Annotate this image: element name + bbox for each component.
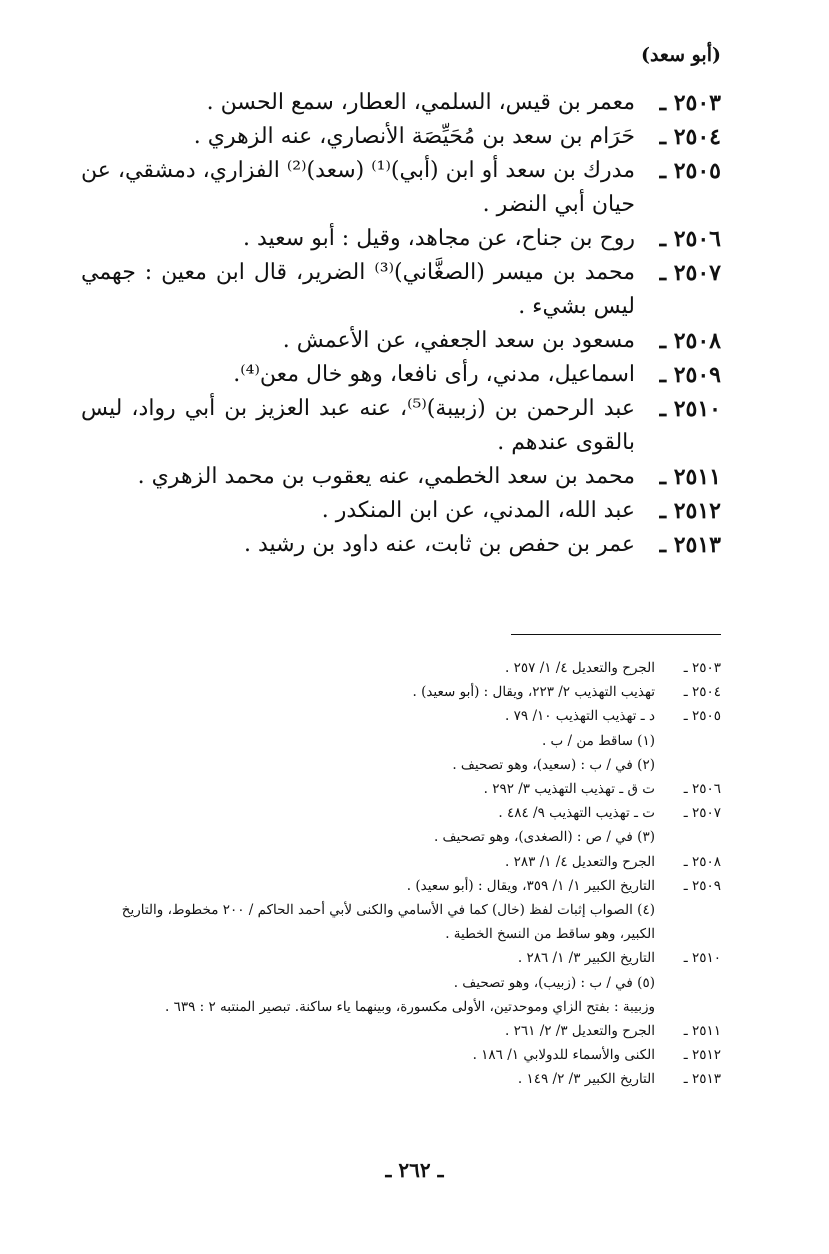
- running-header: (أبو سعد): [640, 44, 721, 66]
- entry-number: ٢٥١٠ ـ: [659, 396, 721, 422]
- footnote-ref: ٢٥٠٦ ـ: [683, 781, 721, 798]
- entry: [81, 324, 721, 358]
- entry-number: ٢٥٠٤ ـ: [659, 124, 721, 150]
- footnote: [121, 656, 721, 680]
- footnote-ref: ٢٥٠٣ ـ: [683, 660, 721, 676]
- footnote: [121, 704, 721, 728]
- entry-text: مسعود بن سعد الجعفي، عن الأعمش .: [282, 328, 635, 353]
- entry-text: روح بن جناح، عن مجاهد، وقيل : أبو سعيد .: [243, 226, 635, 251]
- entry-text: معمر بن قيس، السلمي، العطار، سمع الحسن .: [206, 90, 635, 115]
- entry-number: ٢٥٠٩ ـ: [659, 362, 721, 388]
- footnote-ref: ٢٥١٠ ـ: [683, 950, 721, 967]
- footnote-text: (١) ساقط من / ب .: [541, 732, 655, 749]
- footnote-ref: ٢٥٠٥ ـ: [683, 708, 721, 725]
- entry: [81, 120, 721, 154]
- entry: [81, 256, 721, 324]
- entry: [81, 528, 721, 562]
- footnote-text: التاريخ الكبير ٣/ ١/ ٢٨٦ .: [517, 950, 655, 967]
- footnote-text: التاريخ الكبير ١/ ١/ ٣٥٩، ويقال : (أبو سعيد) .: [406, 877, 655, 894]
- footnote-ref: ٢٥٠٧ ـ: [683, 805, 721, 822]
- footnote: [121, 898, 721, 946]
- footnote-text: (٥) في / ب : (زبيب)، وهو تصحيف .: [453, 974, 655, 991]
- footnote-text: الجرح والتعديل ٤/ ١/ ٢٨٣ .: [505, 853, 655, 870]
- entry-number: ٢٥٠٥ ـ: [659, 158, 721, 184]
- entry-number: ٢٥١٣ ـ: [659, 532, 721, 558]
- entry-number: ٢٥١١ ـ: [659, 464, 721, 490]
- entry-number: ٢٥٠٧ ـ: [659, 260, 721, 286]
- footnote-text: وزبيبة : بفتح الزاي وموحدتين، الأولى مكسورة، وبينهما ياء ساكنة. تبصير المنتبه ٢ : ٦٣٩ .: [164, 998, 655, 1015]
- footnote-ref: ٢٥١٢ ـ: [683, 1047, 721, 1064]
- footnote: [121, 971, 721, 995]
- footnote: [121, 729, 721, 753]
- footnote: [121, 850, 721, 874]
- footnote-text: (٤) الصواب إثبات لفظ (خال) كما في الأسامي والكنى لأبي أحمد الحاكم / ٢٠٠ مخطوط، والتاريخ الكبير، وهو ساقط من النسخ الخطية .: [121, 902, 655, 943]
- entry-text: مدرك بن سعد أو ابن (أبي)⁽¹⁾ (سعد)⁽²⁾ الفزاري، دمشقي، عن حيان أبي النضر .: [81, 158, 636, 217]
- entry-text: عبد الله، المدني، عن ابن المنكدر .: [321, 498, 635, 523]
- entry: [81, 494, 721, 528]
- entry: [81, 460, 721, 494]
- entry-number: ٢٥٠٣ ـ: [659, 90, 721, 116]
- entry: [81, 154, 721, 222]
- entry: [81, 392, 721, 460]
- footnote: [121, 1067, 721, 1091]
- entry-text: محمد بن ميسر (الصغَّاني)⁽³⁾ الضرير، قال ابن معين : جهمي ليس بشيء .: [81, 260, 636, 319]
- footnote: [121, 753, 721, 777]
- footnote: [121, 1043, 721, 1067]
- footnote-text: ت ـ تهذيب التهذيب ٩/ ٤٨٤ .: [498, 805, 655, 822]
- entry-number: ٢٥٠٨ ـ: [659, 328, 721, 354]
- footnote-text: الجرح والتعديل ٤/ ١/ ٢٥٧ .: [505, 660, 655, 676]
- footnote: [121, 825, 721, 849]
- footnote-ref: ٢٥٠٤ ـ: [683, 684, 721, 701]
- footnote-ref: ٢٥١٣ ـ: [683, 1071, 721, 1088]
- footnote: [121, 777, 721, 801]
- footnote: [121, 946, 721, 970]
- footnote-ref: ٢٥٠٩ ـ: [683, 877, 721, 894]
- footnote: [121, 1019, 721, 1043]
- footnote: [121, 874, 721, 898]
- footnote-text: الكنى والأسماء للدولابي ١/ ١٨٦ .: [472, 1047, 655, 1064]
- footnote-divider: [511, 634, 721, 635]
- entry-number: ٢٥١٢ ـ: [659, 498, 721, 524]
- footnote-ref: ٢٥٠٨ ـ: [683, 853, 721, 870]
- footnote-text: (٣) في / ص : (الصغدى)، وهو تصحيف .: [433, 829, 655, 846]
- footnote-ref: ٢٥١١ ـ: [683, 1023, 721, 1040]
- footnote-text: الجرح والتعديل ٣/ ٢/ ٢٦١ .: [505, 1023, 655, 1040]
- entries-list: [81, 86, 721, 562]
- entry-number: ٢٥٠٦ ـ: [659, 226, 721, 252]
- entry-text: عبد الرحمن بن (زبيبة)⁽⁵⁾، عنه عبد العزيز بن أبي رواد، ليس بالقوى عندهم .: [81, 396, 636, 455]
- entry-text: حَرَام بن سعد بن مُحَيِّصَة الأنصاري، عنه الزهري .: [193, 124, 635, 149]
- footnote-text: التاريخ الكبير ٣/ ٢/ ١٤٩ .: [517, 1071, 655, 1088]
- footnote-text: تهذيب التهذيب ٢/ ٢٢٣، ويقال : (أبو سعيد) .: [412, 684, 655, 701]
- entry: [81, 358, 721, 392]
- footnotes-list: [121, 656, 721, 1092]
- page-number: ـ ٢٦٢ ـ: [385, 1158, 444, 1182]
- footnote-text: د ـ تهذيب التهذيب ١٠/ ٧٩ .: [505, 708, 655, 725]
- entry-text: محمد بن سعد الخطمي، عنه يعقوب بن محمد الزهري .: [137, 464, 635, 489]
- footnote-text: (٢) في / ب : (سعيد)، وهو تصحيف .: [452, 756, 655, 773]
- footnote-text: ت ق ـ تهذيب التهذيب ٣/ ٢٩٢ .: [483, 781, 655, 798]
- footnote: [121, 680, 721, 704]
- entry-text: اسماعيل، مدني، رأى نافعا، وهو خال معن⁽⁴⁾.: [233, 362, 635, 387]
- footnote: [121, 801, 721, 825]
- footnote: [121, 995, 721, 1019]
- entry-text: عمر بن حفص بن ثابت، عنه داود بن رشيد .: [244, 532, 635, 557]
- entry: [81, 222, 721, 256]
- entry: [81, 86, 721, 120]
